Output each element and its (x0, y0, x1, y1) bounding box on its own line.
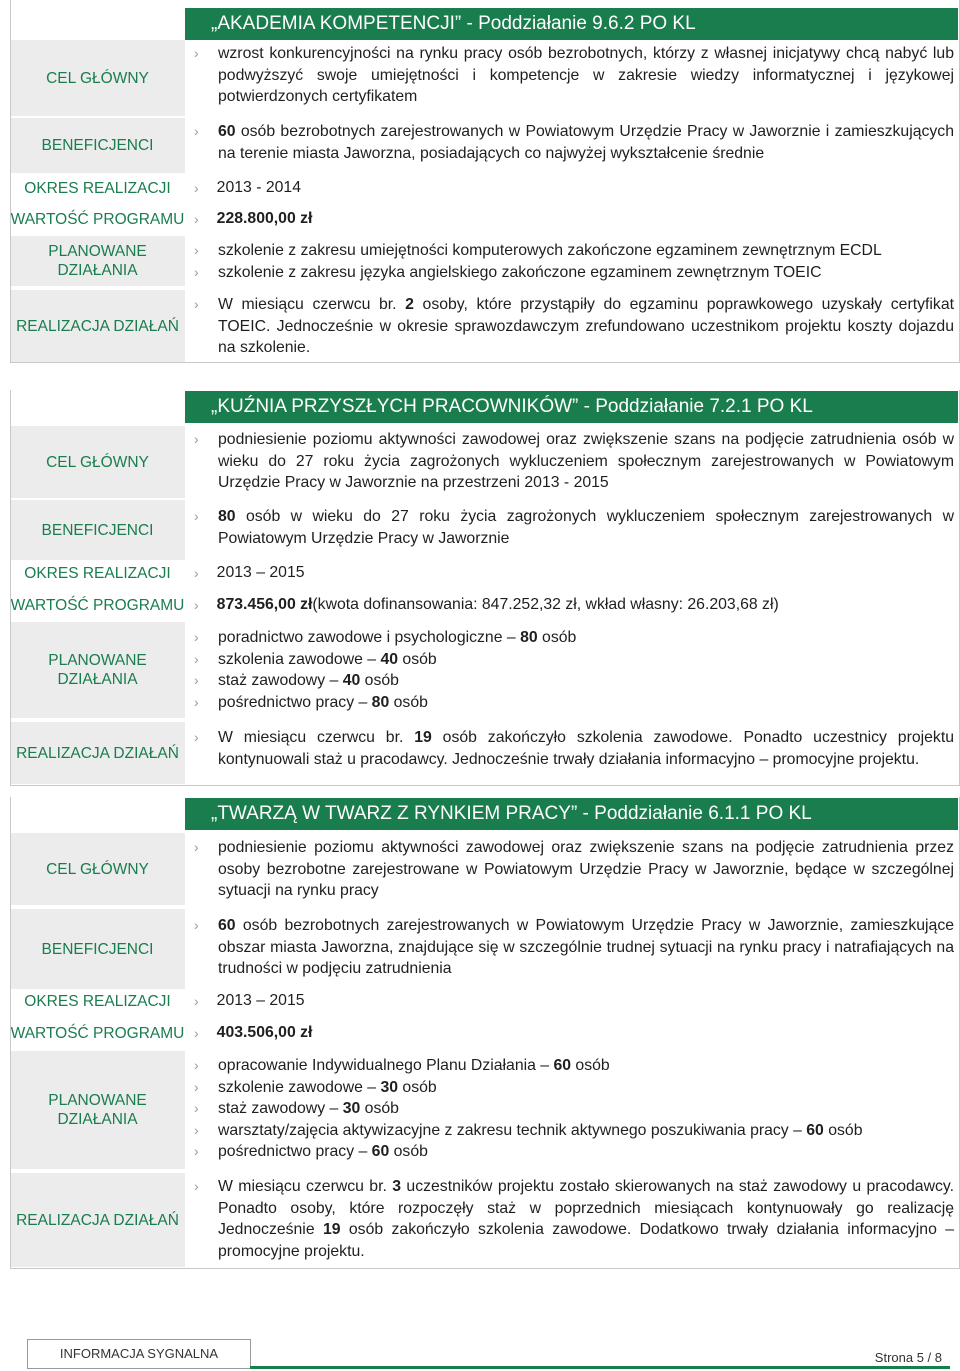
planned-item: › pośrednictwo pracy – 60 osób (191, 1141, 954, 1163)
realization-text: › W miesiącu czerwcu br. 3 uczestników projektu zostało skierowanych na staż zawodowy u pracodawcy. Ponadto osoby, które rozpoczęły staż w poprzednich miesiącach kontynuowały go realizację Jednocześnie 19 osób zakończyło szkolenia zawodowe. Dodatkowo trwały działania informacyjno – promocyjne projektu. (191, 1176, 954, 1262)
period-label: OKRES REALIZACJI (24, 179, 171, 197)
goal-label: CEL GŁÓWNY (10, 426, 185, 498)
planned-label: PLANOWANE DZIAŁANIA (10, 1051, 185, 1169)
page-number: Strona 5 / 8 (874, 1350, 942, 1365)
planned-item: › warsztaty/zajęcia aktywizacyjne z zakresu technik aktywnego poszukiwania pracy – 60 osób (191, 1120, 954, 1142)
period-value: › 2013 – 2015 (191, 560, 305, 586)
planned-item: › staż zawodowy – 30 osób (191, 1098, 954, 1120)
beneficiaries-text: › 60 osób bezrobotnych zarejestrowanych w Powiatowym Urzędzie Pracy w Jaworznie, zamieszkujące obszar miasta Jaworzna, znajdujące się w szczególnie trudnej sytuacji na rynku pracy i natrafiających na trudności w podjęciu zatrudnienia (191, 915, 954, 980)
footer-label: INFORMACJA SYGNALNA (27, 1339, 251, 1369)
beneficiaries-text: › 60 osób bezrobotnych zarejestrowanych w Powiatowym Urzędzie Pracy w Jaworznie i zamieszkujących na terenie miasta Jaworzna, posiadających co najwyżej wykształcenie średnie (191, 121, 954, 164)
realization-label: REALIZACJA DZIAŁAŃ (10, 1173, 185, 1267)
planned-item: › pośrednictwo pracy – 80 osób (191, 692, 954, 714)
beneficiaries-text: › 80 osób w wieku do 27 roku życia zagrożonych wykluczeniem społecznym zarejestrowanych w Powiatowym Urzędzie Pracy w Jaworznie (191, 506, 954, 549)
period-value: › 2013 - 2014 (191, 175, 301, 201)
goal-label: CEL GŁÓWNY (10, 833, 185, 905)
planned-item: › opracowanie Indywidualnego Planu Działania – 60 osób (191, 1055, 954, 1077)
section-border (10, 0, 960, 363)
goal-text: › podniesienie poziomu aktywności zawodowej oraz zwiększenie szans na podjęcie zatrudnienia osób w wieku do 27 roku życia zagrożonych wykluczeniem społecznym zarejestrowanych w Powiatowym Urzędzie Pracy w Jaworznie na przestrzeni 2013 - 2015 (191, 429, 954, 494)
beneficiaries-label: BENEFICJENCI (10, 909, 185, 989)
planned-item: › staż zawodowy – 40 osób (191, 670, 954, 692)
planned-label: PLANOWANE DZIAŁANIA (10, 236, 185, 286)
planned-label: PLANOWANE DZIAŁANIA (10, 622, 185, 718)
realization-label: REALIZACJA DZIAŁAŃ (10, 290, 185, 362)
planned-item: › szkolenie z zakresu umiejętności komputerowych zakończone egzaminem zewnętrznym ECDL (191, 240, 954, 262)
planned-item: › poradnictwo zawodowe i psychologiczne – 80 osób (191, 627, 954, 649)
realization-text: › W miesiącu czerwcu br. 2 osoby, które przystąpiły do egzaminu poprawkowego uzyskały certyfikat TOEIC. Jednocześnie w okresie sprawozdawczym zrefundowano uczestnikom projektu koszty dojazdu na szkolenie. (191, 294, 954, 359)
value-label: WARTOŚĆ PROGRAMU (10, 1024, 185, 1042)
beneficiaries-label: BENEFICJENCI (10, 500, 185, 560)
value-label: WARTOŚĆ PROGRAMU (10, 210, 185, 228)
period-label: OKRES REALIZACJI (24, 992, 171, 1010)
value-amount: › 228.800,00 zł (191, 206, 312, 232)
footer-line (250, 1366, 950, 1369)
project-title: „KUŹNIA PRZYSZŁYCH PRACOWNIKÓW” - Poddziałanie 7.2.1 PO KL (185, 391, 958, 423)
planned-item: › szkolenie z zakresu języka angielskiego zakończone egzaminem zewnętrznym TOEIC (191, 262, 954, 284)
project-title: „AKADEMIA KOMPETENCJI” - Poddziałanie 9.6.2 PO KL (185, 8, 958, 40)
goal-label: CEL GŁÓWNY (10, 40, 185, 116)
goal-text: › podniesienie poziomu aktywności zawodowej oraz zwiększenie szans na podjęcie zatrudnienia przez osoby bezrobotne zarejestrowane w Powiatowym Urzędzie Pracy w Jaworznie, będące w szczególnej sytuacji na rynku pracy (191, 837, 954, 902)
beneficiaries-label: BENEFICJENCI (10, 118, 185, 173)
value-amount: › 873.456,00 zł (kwota dofinansowania: 847.252,32 zł, wkład własny: 26.203,68 zł) (191, 592, 779, 618)
period-value: › 2013 – 2015 (191, 988, 305, 1014)
planned-item: › szkolenie zawodowe – 30 osób (191, 1077, 954, 1099)
realization-label: REALIZACJA DZIAŁAŃ (10, 722, 185, 784)
value-amount: › 403.506,00 zł (191, 1020, 312, 1046)
planned-item: › szkolenia zawodowe – 40 osób (191, 649, 954, 671)
realization-text: › W miesiącu czerwcu br. 19 osób zakończyło szkolenia zawodowe. Ponadto uczestnicy projektu kontynuowali staż u pracodawcy. Jednocześnie trwały działania informacyjno – promocyjne projektu. (191, 727, 954, 770)
goal-text: › wzrost konkurencyjności na rynku pracy osób bezrobotnych, którzy z własnej inicjatywy chcą nabyć lub podwyższyć swoje umiejętności i kompetencje w zakresie wiedzy informatycznej i językowej potwierdzonych certyfikatem (191, 43, 954, 108)
value-label: WARTOŚĆ PROGRAMU (10, 596, 185, 614)
period-label: OKRES REALIZACJI (24, 564, 171, 582)
section-border (10, 390, 960, 786)
section-border (10, 797, 960, 1269)
project-title: „TWARZĄ W TWARZ Z RYNKIEM PRACY” - Poddziałanie 6.1.1 PO KL (185, 798, 958, 830)
